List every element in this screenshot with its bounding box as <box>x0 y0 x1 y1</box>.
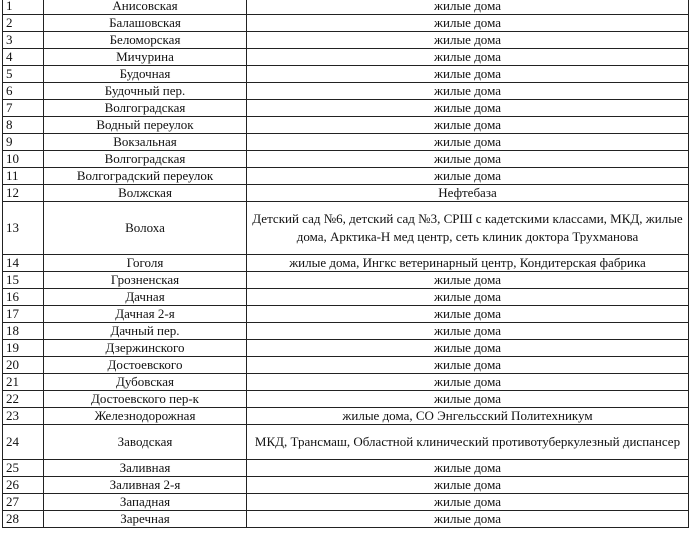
street-name: Балашовская <box>44 15 247 32</box>
row-number: 11 <box>3 168 44 185</box>
row-number: 24 <box>3 425 44 460</box>
street-name: Дзержинского <box>44 340 247 357</box>
table-row <box>3 117 689 134</box>
row-number: 15 <box>3 272 44 289</box>
objects-cell: жилые дома <box>247 66 689 83</box>
table-row <box>3 374 689 391</box>
objects-cell: жилые дома <box>247 340 689 357</box>
objects-cell: жилые дома, Ингкс ветеринарный центр, Кондитерская фабрика <box>247 255 689 272</box>
street-name: Волгоградская <box>44 151 247 168</box>
street-name: Заречная <box>44 511 247 528</box>
objects-cell: жилые дома <box>247 289 689 306</box>
row-number: 3 <box>3 32 44 49</box>
street-name: Будочная <box>44 66 247 83</box>
row-number: 16 <box>3 289 44 306</box>
table-row <box>3 357 689 374</box>
street-name: Западная <box>44 494 247 511</box>
table-row <box>3 477 689 494</box>
objects-cell: жилые дома <box>247 306 689 323</box>
row-number: 28 <box>3 511 44 528</box>
streets-table <box>2 0 689 528</box>
objects-cell: жилые дома <box>247 117 689 134</box>
table-row <box>3 202 689 255</box>
row-number: 18 <box>3 323 44 340</box>
row-number: 14 <box>3 255 44 272</box>
objects-cell: жилые дома <box>247 15 689 32</box>
table-row <box>3 134 689 151</box>
street-name: Водный переулок <box>44 117 247 134</box>
row-number: 27 <box>3 494 44 511</box>
table-row <box>3 340 689 357</box>
row-number: 23 <box>3 408 44 425</box>
street-name: Дубовская <box>44 374 247 391</box>
table-row <box>3 66 689 83</box>
table-row <box>3 0 689 15</box>
table-row <box>3 408 689 425</box>
street-name: Дачный пер. <box>44 323 247 340</box>
street-name: Волоха <box>44 202 247 255</box>
objects-cell: жилые дома <box>247 323 689 340</box>
street-name: Гоголя <box>44 255 247 272</box>
row-number: 12 <box>3 185 44 202</box>
table-row <box>3 100 689 117</box>
street-name: Достоевского пер-к <box>44 391 247 408</box>
objects-cell: жилые дома <box>247 460 689 477</box>
objects-cell: жилые дома <box>247 494 689 511</box>
objects-cell: жилые дома <box>247 357 689 374</box>
row-number: 5 <box>3 66 44 83</box>
street-name: Волгоградская <box>44 100 247 117</box>
row-number: 17 <box>3 306 44 323</box>
street-name: Мичурина <box>44 49 247 66</box>
row-number: 22 <box>3 391 44 408</box>
street-name: Железнодорожная <box>44 408 247 425</box>
street-name: Дачная 2-я <box>44 306 247 323</box>
objects-cell: жилые дома <box>247 49 689 66</box>
street-name: Заливная 2-я <box>44 477 247 494</box>
table-row <box>3 151 689 168</box>
table-row <box>3 425 689 460</box>
objects-cell: МКД, Трансмаш, Областной клинический противотуберкулезный диспансер <box>247 425 689 460</box>
table-row <box>3 460 689 477</box>
table-row <box>3 185 689 202</box>
row-number: 19 <box>3 340 44 357</box>
table-row <box>3 49 689 66</box>
row-number: 25 <box>3 460 44 477</box>
row-number: 1 <box>3 0 44 15</box>
row-number: 21 <box>3 374 44 391</box>
street-name: Достоевского <box>44 357 247 374</box>
row-number: 26 <box>3 477 44 494</box>
streets-table-body <box>3 0 689 528</box>
row-number: 9 <box>3 134 44 151</box>
street-name: Беломорская <box>44 32 247 49</box>
objects-cell: жилые дома <box>247 0 689 15</box>
objects-cell: жилые дома <box>247 32 689 49</box>
row-number: 6 <box>3 83 44 100</box>
table-row <box>3 391 689 408</box>
street-name: Заводская <box>44 425 247 460</box>
table-row <box>3 32 689 49</box>
table-row <box>3 255 689 272</box>
row-number: 4 <box>3 49 44 66</box>
objects-cell: жилые дома <box>247 511 689 528</box>
street-name: Дачная <box>44 289 247 306</box>
objects-cell: жилые дома <box>247 83 689 100</box>
row-number: 10 <box>3 151 44 168</box>
street-name: Волгоградский переулок <box>44 168 247 185</box>
objects-cell: жилые дома <box>247 477 689 494</box>
street-name: Вокзальная <box>44 134 247 151</box>
objects-cell: жилые дома <box>247 374 689 391</box>
street-name: Заливная <box>44 460 247 477</box>
objects-cell: жилые дома, СО Энгельсский Политехникум <box>247 408 689 425</box>
street-name: Волжская <box>44 185 247 202</box>
street-name: Анисовская <box>44 0 247 15</box>
table-row <box>3 15 689 32</box>
street-name: Грозненская <box>44 272 247 289</box>
objects-cell: Детский сад №6, детский сад №3, СРШ с кадетскими классами, МКД, жилые дома, Арктика-Н мед центр, сеть клиник доктора Трухманова <box>247 202 689 255</box>
row-number: 7 <box>3 100 44 117</box>
row-number: 13 <box>3 202 44 255</box>
table-row <box>3 494 689 511</box>
objects-cell: жилые дома <box>247 100 689 117</box>
table-row <box>3 168 689 185</box>
table-row <box>3 323 689 340</box>
table-row <box>3 83 689 100</box>
table-row <box>3 511 689 528</box>
objects-cell: жилые дома <box>247 272 689 289</box>
objects-cell: жилые дома <box>247 168 689 185</box>
table-row <box>3 289 689 306</box>
table-row <box>3 306 689 323</box>
objects-cell: жилые дома <box>247 151 689 168</box>
table-row <box>3 272 689 289</box>
row-number: 2 <box>3 15 44 32</box>
street-name: Будочный пер. <box>44 83 247 100</box>
row-number: 20 <box>3 357 44 374</box>
objects-cell: Нефтебаза <box>247 185 689 202</box>
row-number: 8 <box>3 117 44 134</box>
objects-cell: жилые дома <box>247 391 689 408</box>
objects-cell: жилые дома <box>247 134 689 151</box>
